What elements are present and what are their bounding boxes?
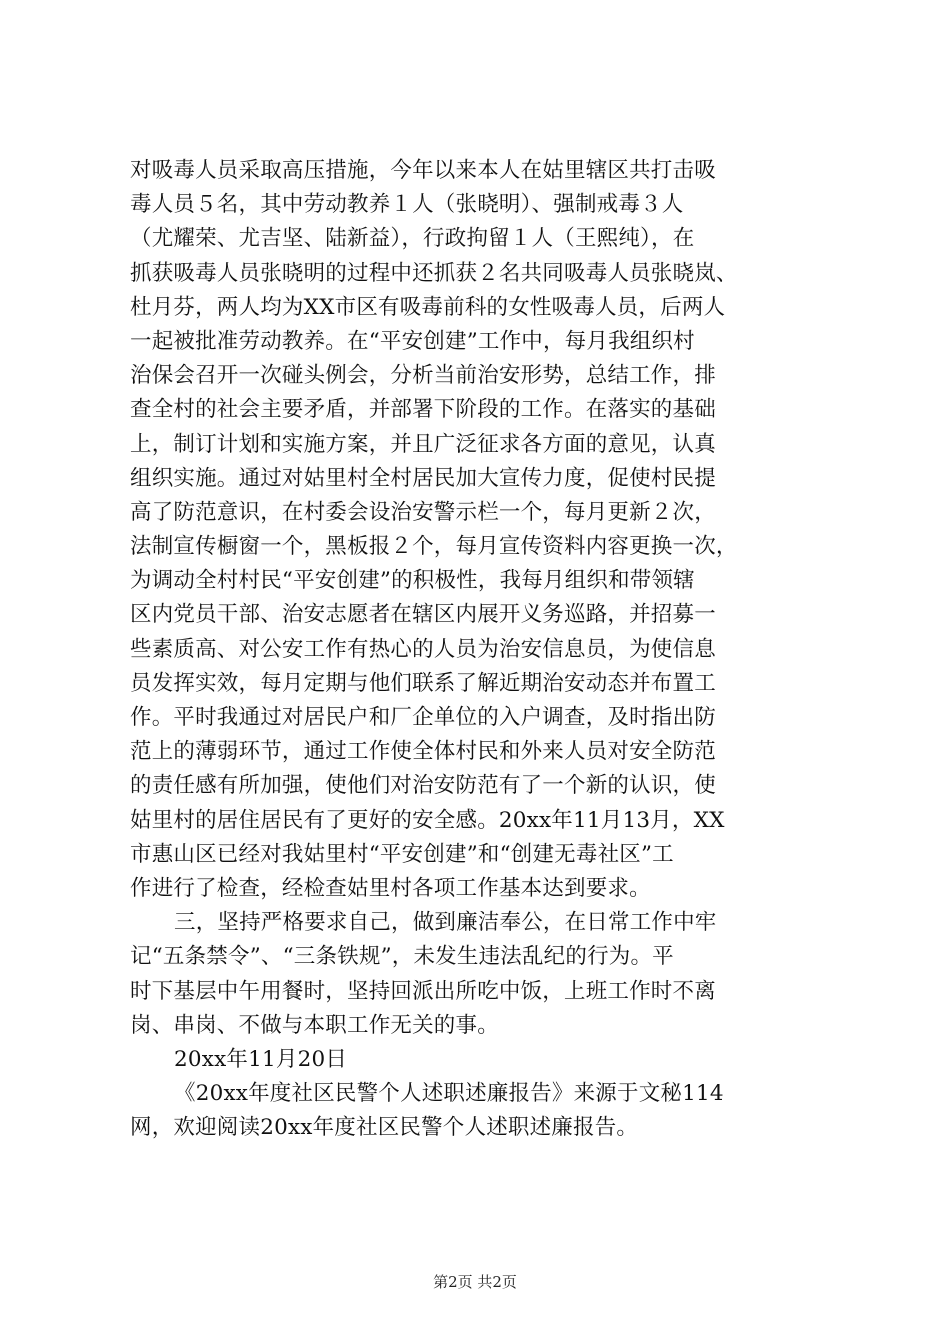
text-line: 网，欢迎阅读20xx年度社区民警个人述职述廉报告。 bbox=[130, 1115, 639, 1141]
text-line: 姑里村的居住居民有了更好的安全感。20xx年11月13月，XX bbox=[130, 807, 725, 833]
text-line: 时下基层中午用餐时，坚持回派出所吃中饭，上班工作时不离 bbox=[130, 978, 716, 1004]
text-line: 查全村的社会主要矛盾，并部署下阶段的工作。在落实的基础 bbox=[130, 397, 716, 423]
text-line: 的责任感有所加强，使他们对治安防范有了一个新的认识，使 bbox=[130, 773, 716, 799]
date-line: 20xx年11月20日 bbox=[174, 1046, 348, 1072]
page-number-footer: 第2页 共2页 bbox=[433, 1273, 517, 1291]
text-line: 些素质高、对公安工作有热心的人员为治安信息员，为使信息 bbox=[130, 636, 716, 662]
text-line: 范上的薄弱环节，通过工作使全体村民和外来人员对安全防范 bbox=[130, 739, 716, 765]
text-line: 市惠山区已经对我姑里村“平安创建”和“创建无毒社区”工 bbox=[130, 841, 674, 867]
text-line: 员发挥实效，每月定期与他们联系了解近期治安动态并布置工 bbox=[130, 670, 716, 696]
text-line: 作进行了检查，经检查姑里村各项工作基本达到要求。 bbox=[130, 875, 651, 901]
text-line: 上，制订计划和实施方案，并且广泛征求各方面的意见，认真 bbox=[130, 431, 716, 457]
text-line: 抓获吸毒人员张晓明的过程中还抓获２名共同吸毒人员张晓岚、 bbox=[130, 260, 738, 286]
text-line: 区内党员干部、治安志愿者在辖区内展开义务巡路，并招募一 bbox=[130, 602, 716, 628]
text-line: 记“五条禁令”、“三条铁规”，未发生违法乱纪的行为。平 bbox=[130, 944, 674, 970]
text-line: 《20xx年度社区民警个人述职述廉报告》来源于文秘114 bbox=[174, 1081, 724, 1107]
text-line: 高了防范意识，在村委会设治安警示栏一个，每月更新２次， bbox=[130, 499, 716, 525]
source-note bbox=[130, 1077, 830, 1145]
paragraph-three bbox=[130, 906, 830, 1043]
paragraph-main bbox=[130, 154, 830, 906]
text-line: 组织实施。通过对姑里村全村居民加大宣传力度，促使村民提 bbox=[130, 465, 716, 491]
text-line: 杜月芬，两人均为XX市区有吸毒前科的女性吸毒人员，后两人 bbox=[130, 294, 726, 320]
text-line: 治保会召开一次碰头例会，分析当前治安形势，总结工作，排 bbox=[130, 363, 716, 389]
text-line: 对吸毒人员采取高压措施，今年以来本人在姑里辖区共打击吸 bbox=[130, 158, 716, 183]
text-line: 毒人员５名，其中劳动教养１人（张晓明）、强制戒毒３人 bbox=[130, 192, 684, 218]
text-line: 为调动全村村民“平安创建”的积极性，我每月组织和带领辖 bbox=[130, 568, 695, 594]
text-line: 一起被批准劳动教养。在“平安创建”工作中，每月我组织村 bbox=[130, 328, 695, 354]
text-line: 岗、串岗、不做与本职工作无关的事。 bbox=[130, 1012, 499, 1038]
text-line: 法制宣传橱窗一个，黑板报２个，每月宣传资料内容更换一次， bbox=[130, 534, 738, 560]
text-line: （尤耀荣、尤吉坚、陆新益），行政拘留１人（王熙纯），在 bbox=[130, 226, 695, 252]
text-line: 作。平时我通过对居民户和厂企单位的入户调查，及时指出防 bbox=[130, 705, 716, 730]
document-body bbox=[130, 154, 830, 1145]
text-line: 三，坚持严格要求自己，做到廉洁奉公，在日常工作中牢 bbox=[174, 910, 717, 936]
